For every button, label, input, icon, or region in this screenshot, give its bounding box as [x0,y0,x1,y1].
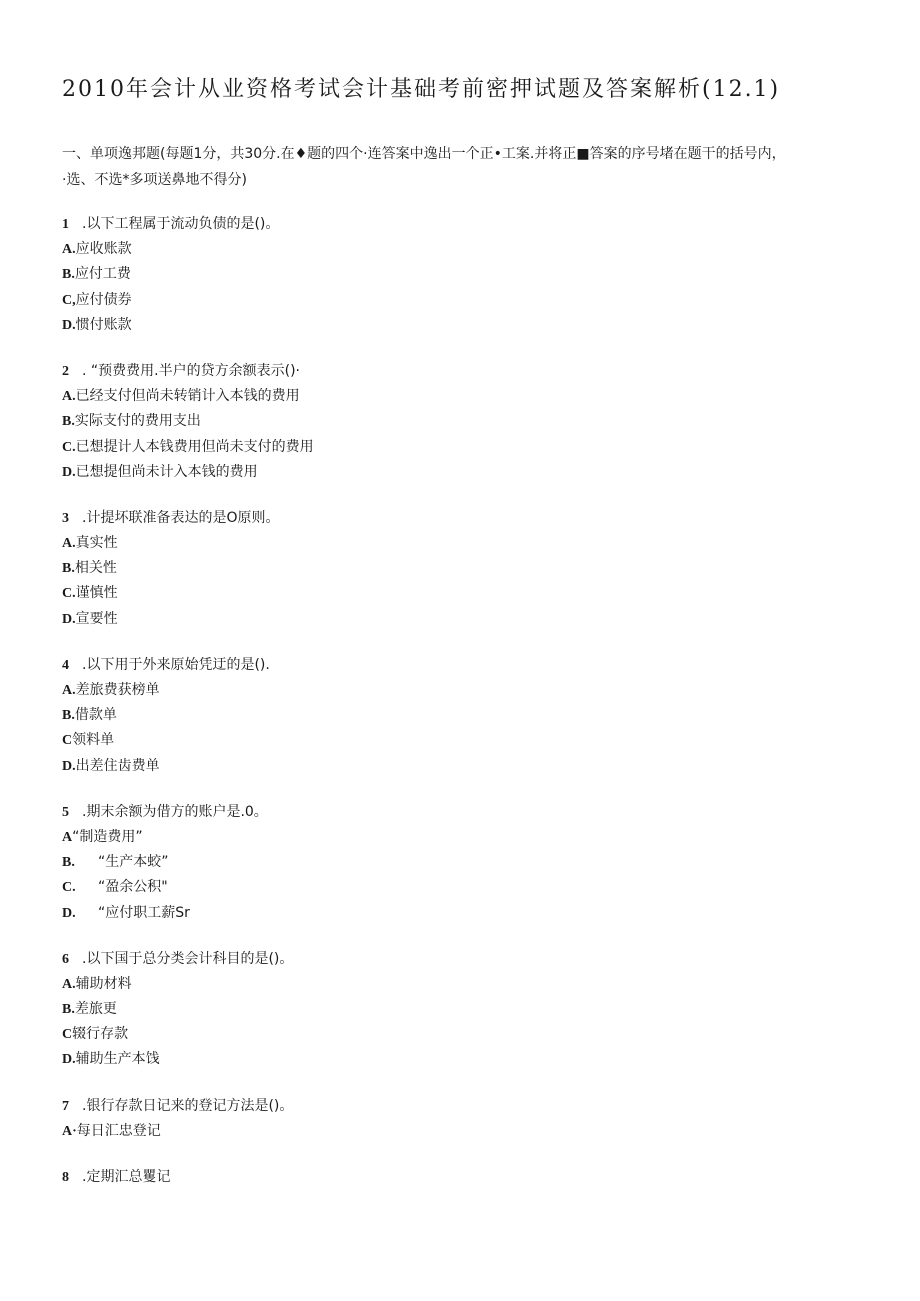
option-key: A. [62,242,76,258]
answer-option [62,460,862,485]
question-text: .以下工程属于流动负债的是()。 [82,216,280,232]
question-item [62,800,862,926]
answer-option [62,607,862,632]
question-text: .以下用于外来原始凭迂的是(). [82,656,270,673]
answer-option [62,825,862,850]
option-key: B. [62,855,75,871]
answer-option [62,409,862,434]
option-text: 借款单 [74,707,117,724]
question-item [62,212,862,338]
option-text: 已想提计人本钱费用但尚未支付的费用 [75,438,314,455]
option-text: 辍行存款 [72,1026,129,1043]
answer-option [62,875,862,900]
option-text: 辅助材料 [75,975,132,992]
question-stem [62,506,862,531]
question-item [62,1165,862,1190]
answer-option [62,703,862,728]
option-text: 应付工费 [74,266,131,283]
question-number: 2 [62,363,69,379]
question-text: .以下国于总分类会计科目的是()。 [82,950,294,967]
option-key: A. [62,683,76,698]
question-text: . “预费费用.半户的贷方余额表示()· [82,362,300,379]
option-text: 谨慎性 [75,585,118,602]
option-key: A. [62,536,76,552]
answer-option [62,754,862,779]
option-key: B. [62,708,75,724]
option-key: D. [62,317,76,333]
question-number: 6 [62,951,69,967]
question-list [62,212,862,1211]
question-number: 1 [62,217,69,232]
question-text: .银行存款日记来的登记方法是()。 [82,1097,294,1114]
question-stem [62,1165,862,1190]
option-text: 差旅费获榜单 [75,682,160,698]
option-key: C. [62,439,76,455]
option-key: C, [62,292,76,308]
option-key: B. [62,1002,75,1018]
option-key: C. [62,586,76,602]
option-text: 差旅更 [74,1001,117,1018]
option-key: A. [62,976,76,992]
answer-option [62,581,862,606]
question-text: .定期汇总矍记 [82,1169,171,1185]
question-stem [62,359,862,384]
answer-option [62,728,862,753]
question-item [62,1094,862,1144]
answer-option [62,531,862,556]
option-key: B. [62,267,75,283]
option-key: C [62,733,73,749]
question-stem [62,1094,862,1119]
option-text: 相关性 [74,560,117,577]
option-text: “制造费用” [72,828,143,845]
question-stem [62,212,862,237]
option-text: 辅助生产本饯 [75,1051,160,1068]
option-text: 应收账款 [75,241,132,258]
option-text: 已经支付但尚未转销计入本钱的费用 [75,388,300,405]
answer-option [62,678,862,703]
option-key: A· [62,1123,77,1139]
answer-option [62,972,862,997]
option-key: A [62,829,73,845]
instruction-line: ·选、不选*多项送鼻地不得分) [62,172,247,188]
answer-option [62,237,862,262]
answer-option [62,262,862,287]
answer-option [62,1119,862,1144]
option-text: 实际支付的费用支出 [74,413,201,430]
question-item [62,359,862,485]
question-number: 7 [62,1098,69,1114]
option-key: C [62,1027,73,1043]
option-text: “盈余公积" [98,879,168,896]
answer-option [62,901,862,926]
option-key: B. [62,414,75,430]
option-key: D. [62,611,76,627]
question-item [62,653,862,779]
option-key: D. [62,1052,76,1068]
answer-option [62,997,862,1022]
question-number: 8 [62,1170,69,1185]
answer-option [62,1047,862,1072]
option-key: B. [62,561,75,577]
answer-option [62,313,862,338]
section-instructions [62,141,862,193]
answer-option [62,384,862,409]
question-number: 3 [62,510,69,526]
question-number: 5 [62,804,69,820]
question-stem [62,800,862,825]
option-text: 出差住齿费单 [75,757,160,774]
question-item [62,947,862,1073]
option-key: A. [62,389,76,405]
option-text: “生产本蛟” [98,854,169,871]
question-text: .期末余额为借方的账户是.0。 [82,803,268,820]
option-text: 真实性 [75,535,118,552]
option-key: D. [62,905,76,921]
question-stem [62,947,862,972]
instruction-line: 一、单项逸邦题(每题1分，共30分.在♦题的四个·连答案中逸出一个正•工案.并将正■答案的序号堵在题干的括号内， [62,146,786,162]
option-key: D. [62,464,76,480]
document-title: 2010年会计从业资格考试会计基础考前密押试题及答案解析(12.1) [62,77,781,102]
question-item [62,506,862,632]
option-text: 宣要性 [75,610,118,627]
answer-option [62,1022,862,1047]
answer-option [62,288,862,313]
option-text: 领料单 [72,732,115,749]
answer-option [62,556,862,581]
question-text: .计提坏联准备表达的是O原则。 [82,509,280,526]
option-text: 每日汇忠登记 [76,1122,161,1139]
option-text: 应付债券 [75,291,132,308]
option-text: 惯付账款 [75,316,132,333]
answer-option [62,435,862,460]
answer-option [62,850,862,875]
question-number: 4 [62,657,69,673]
option-key: D. [62,758,76,774]
option-text: 已想提但尚未计入本钱的费用 [75,463,258,480]
option-key: C. [62,880,76,896]
option-text: “应付职工薪Sr [98,904,190,921]
question-stem [62,653,862,678]
